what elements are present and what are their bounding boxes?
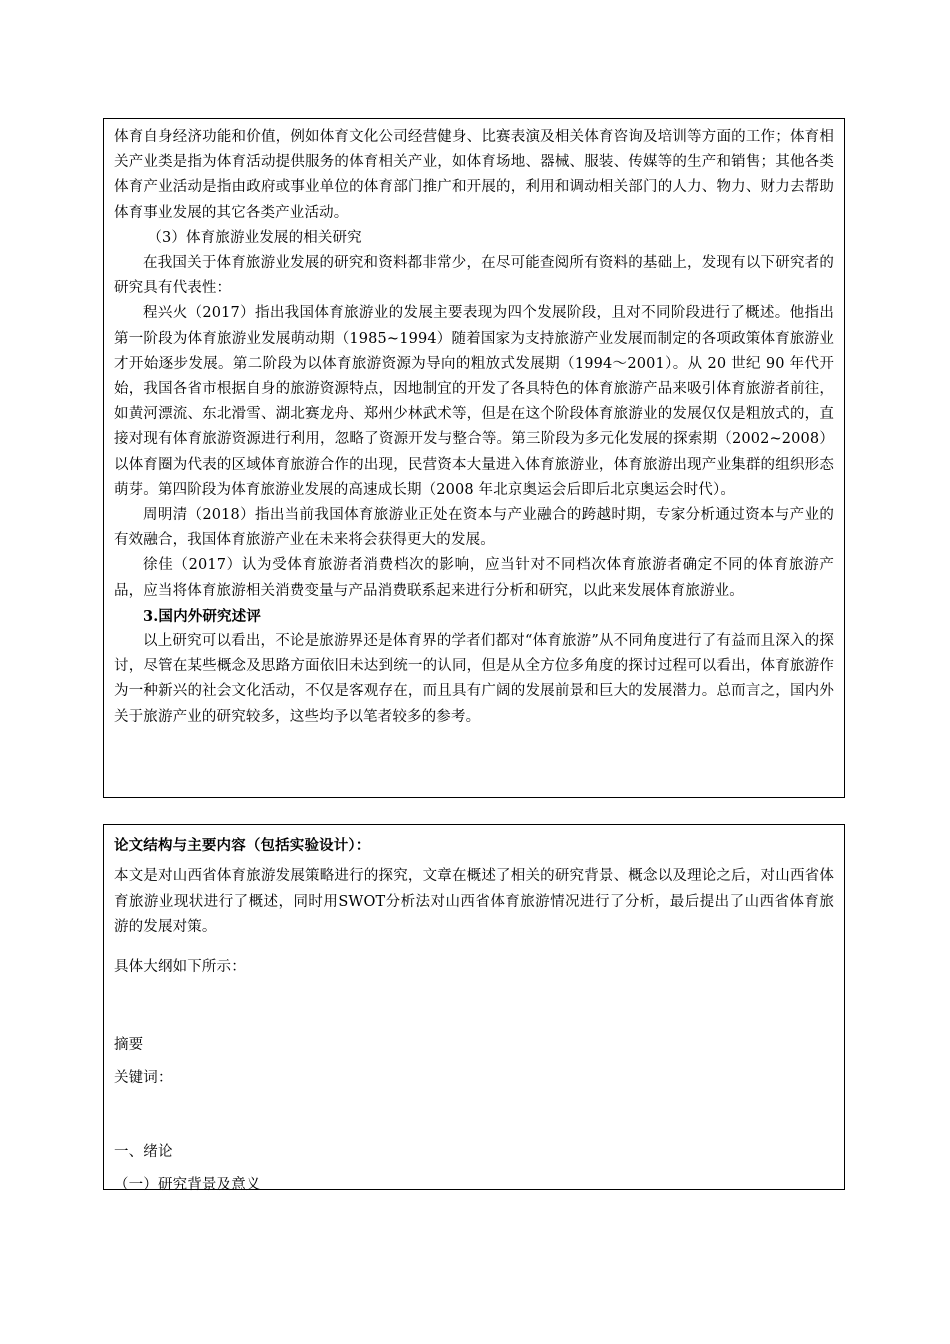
paragraph-review-summary: 以上研究可以看出，不论是旅游界还是体育界的学者们都对“体育旅游”从不同角度进行了有益而且深入的探讨，尽管在某些概念及思路方面依旧未达到统一的认同，但是从全方位多角度的探讨过程可以看出，体育旅游作为一种新兴的社会文化活动，不仅是客观存在，而且具有广阔的发展前景和巨大的发展潜力。总而言之，国内外关于旅游产业的研究较多，这些均予以笔者较多的参考。: [114, 633, 834, 725]
outline-abstract: 摘要: [114, 1036, 144, 1053]
paragraph-zhou-mingqing: 周明清（2018）指出当前我国体育旅游业正处在资本与产业融合的跨越时期，专家分析通过资本与产业的有效融合，我国体育旅游产业在未来将会获得更大的发展。: [114, 507, 834, 549]
literature-review-section: [103, 118, 845, 798]
paragraph-sports-industry-categories: 体育自身经济功能和价值，例如体育文化公司经营健身、比赛表演及相关体育咨询及培训等方面的工作；体育相关产业类是指为体育活动提供服务的体育相关产业，如体育场地、器械、服装、传媒等的生产和销售；其他各类体育产业活动是指由政府或事业单位的体育部门推广和开展的，利用和调动相关部门的人力、物力、财力去帮助体育事业发展的其它各类产业活动。: [114, 129, 834, 221]
thesis-structure-section: [103, 824, 845, 1193]
outline-chapter-1: 一、绪论: [114, 1143, 173, 1160]
structure-heading: 论文结构与主要内容（包括实验设计）：: [114, 837, 371, 854]
outline-label: 具体大纲如下所示：: [114, 958, 246, 975]
paragraph-research-overview: 在我国关于体育旅游业发展的研究和资料都非常少，在尽可能查阅所有资料的基础上，发现有以下研究者的研究具有代表性：: [114, 255, 834, 297]
paragraph-cheng-xinghuo: 程兴火（2017）指出我国体育旅游业的发展主要表现为四个发展阶段，且对不同阶段进行了概述。他指出第一阶段为体育旅游业发展萌动期（1985~1994）随着国家为支持旅游产业发展而制定的各项政策体育旅游业才开始逐步发展。第二阶段为以体育旅游资源为导向的粗放式发展期（1994～2001）。从 20 世纪 90 年代开始，我国各省市根据自身的旅游资源特点，因地制宜的开发了各具特色的体育旅游产品来吸引体育旅游者前往，如黄河漂流、东北滑雪、湖北赛龙舟、郑州少林武术等，但是在这个阶段体育旅游业的发展仅仅是粗放式的，直接对现有体育旅游资源进行利用，忽略了资源开发与整合等。第三阶段为多元化发展的探索期（2002~2008）以体育圈为代表的区域体育旅游合作的出现，民营资本大量进入体育旅游业，体育旅游出现产业集群的组织形态萌芽。第四阶段为体育旅游业发展的高速成长期（2008 年北京奥运会后即后北京奥运会时代）。: [114, 305, 834, 498]
outline-chapter-1-1: （一）研究背景及意义: [114, 1176, 261, 1193]
section-heading-review: 3.国内外研究述评: [143, 607, 261, 625]
paragraph-xu-jia: 徐佳（2017）认为受体育旅游者消费档次的影响，应当针对不同档次体育旅游者确定不同的体育旅游产品，应当将体育旅游相关消费变量与产品消费联系起来进行分析和研究，以此来发展体育旅游业。: [114, 557, 834, 599]
outline-keywords: 关键词：: [114, 1069, 173, 1086]
subsection-heading-sports-tourism-research: （3）体育旅游业发展的相关研究: [147, 229, 362, 246]
structure-intro: 本文是对山西省体育旅游发展策略进行的探究，文章在概述了相关的研究背景、概念以及理论之后，对山西省体育旅游业现状进行了概述，同时用SWOT分析法对山西省体育旅游情况进行了分析，最后提出了山西省体育旅游的发展对策。: [114, 868, 834, 935]
